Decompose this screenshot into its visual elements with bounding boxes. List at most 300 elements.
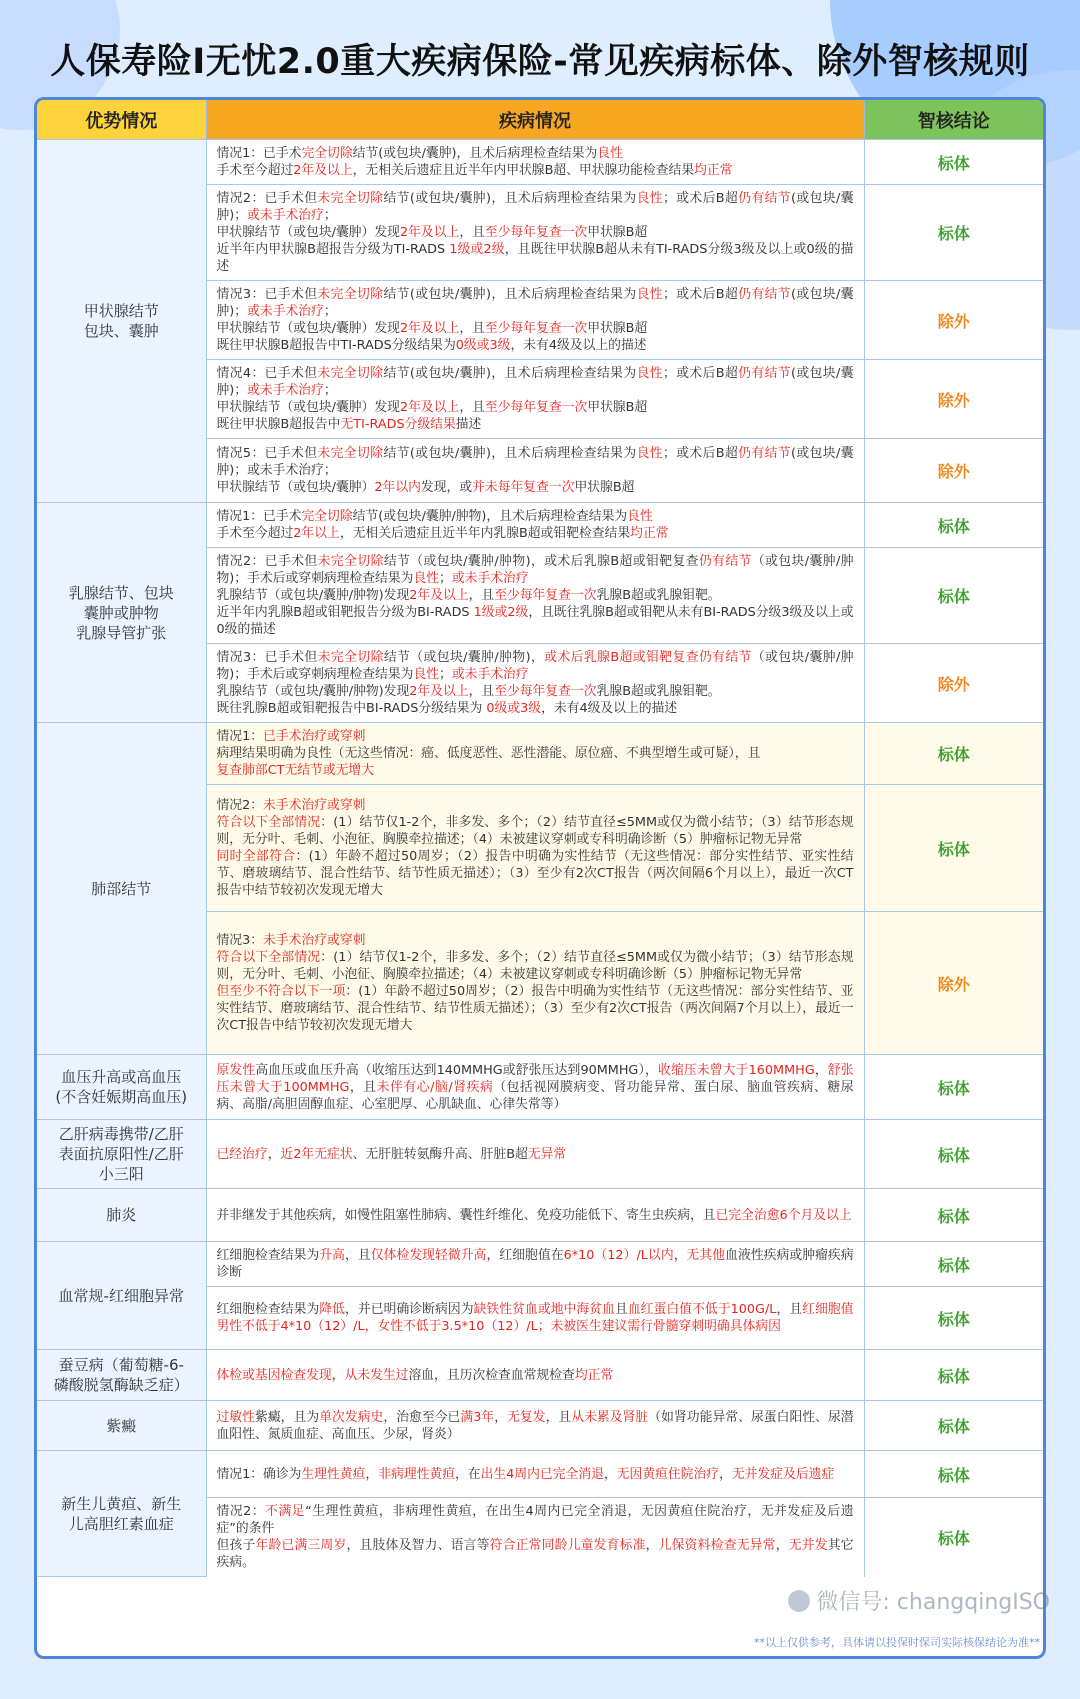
conclusion-standard: 标体 (864, 1120, 1043, 1189)
condition-line (217, 1367, 854, 1384)
table-row (37, 140, 1043, 185)
category-cell: 血常规-红细胞异常 (37, 1242, 206, 1350)
condition-text: 紫癜，且为 (255, 1409, 320, 1425)
table-row (37, 1401, 1043, 1451)
highlight-text: 仍有结节 (738, 287, 791, 302)
condition-line (217, 1466, 854, 1483)
table-row (37, 1451, 1043, 1498)
condition-text: 近半年内乳腺B超或钼靶报告分级为BI-RADS (216, 605, 474, 620)
highlight-text: 出生4周内已完全消退 (480, 1466, 604, 1482)
highlight-text: 并未每年复查一次 (472, 480, 575, 495)
condition-line (217, 649, 854, 683)
header-disease: 疾病情况 (206, 100, 864, 140)
condition-line (217, 1146, 854, 1163)
highlight-text: 或未手术治疗 (451, 667, 529, 682)
condition-text: 甲状腺B超 (587, 225, 648, 240)
condition-text: 高血压或血压升高（收缩压达到140MMHG或舒张压达到90MMHG）， (255, 1062, 658, 1078)
footnote: **以上仅供参考，具体请以投保时保司实际核保结论为准** (754, 1636, 1040, 1649)
condition-text: ，且既往乳腺B超或钼靶从未有BI-RADS分级3级及以上或0级的描述 (216, 605, 854, 637)
conclusion-standard: 标体 (864, 1451, 1043, 1498)
condition-text: ，且 (468, 684, 495, 699)
condition-text: ； (323, 383, 337, 398)
condition-text: (或包块/囊肿)；或未手术治疗； (216, 446, 854, 478)
highlight-text: 未手术治疗或穿刺 (263, 933, 366, 948)
condition-text: ，无相关后遗症且近半年内甲状腺B超、甲状腺功能检查结果 (352, 163, 695, 178)
category-cell: 乙肝病毒携带/乙肝 表面抗原阳性/乙肝 小三阳 (37, 1120, 206, 1189)
highlight-text: 血红蛋白值不低于100G/L (627, 1302, 777, 1317)
condition-text: 结节(或包块/囊肿)，且术后病理检查结果为 (383, 287, 637, 302)
condition-text: 红细胞检查结果为 (216, 1248, 320, 1263)
condition-text: 甲状腺B超 (574, 480, 635, 495)
condition-text: 既往乳腺B超或钼靶报告中BI-RADS分级结果为 (216, 701, 487, 716)
condition-text: ，未有4级及以上的描述 (541, 701, 678, 716)
highlight-text: 0级或3级 (455, 338, 511, 353)
condition-cell (206, 185, 864, 281)
condition-text: ，未有4级及以上的描述 (510, 338, 647, 353)
condition-text: ， (365, 1466, 379, 1482)
conclusion-standard: 标体 (864, 785, 1043, 912)
condition-line (217, 814, 854, 848)
condition-text: 情况3：已手术但 (216, 650, 318, 665)
condition-text: 甲状腺B超 (587, 321, 648, 336)
condition-line (217, 797, 854, 814)
highlight-text: 良性 (636, 446, 663, 461)
condition-line (217, 728, 854, 745)
watermark-text: 微信号: changqingISO (816, 1590, 1050, 1615)
condition-text: ，无相关后遗症且近半年内乳腺B超或钼靶检查结果 (339, 526, 631, 541)
condition-text: ；或术后B超 (663, 446, 739, 461)
condition-line (217, 587, 854, 604)
highlight-text: 未完全切除 (317, 650, 384, 665)
condition-text: 结节(或包块/囊肿)，且术后病理检查结果为 (383, 366, 637, 381)
highlight-text: 红细胞值男性不低于4*10（12）/L，女性不低于3.5*10（12）/L；未被医生建议需行骨髓穿刺明确具体病因 (216, 1302, 854, 1334)
condition-text: 情况1：已手术 (216, 146, 302, 161)
highlight-text: 符合以下全部情况 (216, 950, 321, 965)
condition-cell (206, 503, 864, 548)
highlight-text: 0级或3级 (486, 701, 542, 716)
header-advantage: 优势情况 (37, 100, 206, 140)
highlight-text: 仍有结节 (738, 366, 791, 381)
condition-text: (或包块/囊肿)； (216, 191, 854, 223)
highlight-text: 均正常 (574, 1367, 614, 1383)
condition-text: ， (719, 1466, 732, 1482)
condition-text: ，且肢体及智力、语言等 (346, 1538, 490, 1554)
category-cell: 蚕豆病（葡萄糖-6- 磷酸脱氢酶缺乏症） (37, 1350, 206, 1401)
condition-line (217, 1301, 854, 1335)
condition-text: 病理结果明确为良性（无这些情况：癌、低度恶性、恶性潜能、原位癌、不典型增生或可疑），且 (216, 746, 761, 761)
highlight-text: 2年以内 (374, 480, 421, 495)
highlight-text: 至少每年复查一次 (484, 321, 588, 336)
condition-line (217, 365, 854, 399)
highlight-text: 至少每年复查一次 (484, 225, 588, 240)
condition-text: 手术至今超过 (216, 163, 294, 178)
condition-cell (206, 912, 864, 1055)
highlight-text: 无异常 (527, 1146, 567, 1162)
condition-text: ； (323, 208, 337, 223)
rules-table (37, 100, 1043, 1577)
conclusion-standard: 标体 (864, 1055, 1043, 1120)
condition-cell (206, 1189, 864, 1242)
highlight-text: 或未手术治疗 (451, 571, 529, 586)
condition-cell (206, 644, 864, 723)
table-header-row (37, 100, 1043, 140)
condition-line (217, 320, 854, 337)
condition-line (217, 932, 854, 949)
condition-line (217, 1503, 854, 1537)
conclusion-standard: 标体 (864, 1350, 1043, 1401)
conclusion-exclusion: 除外 (864, 644, 1043, 723)
condition-text: 情况1：已手术 (216, 509, 302, 524)
category-cell: 乳腺结节、包块 囊肿或肿物 乳腺导管扩张 (37, 503, 206, 723)
highlight-text: 6*10（12）/L以内 (563, 1248, 674, 1263)
highlight-text: 近2年无症状 (280, 1146, 353, 1162)
highlight-text: 未完全切除 (317, 366, 384, 381)
condition-line (217, 983, 854, 1034)
highlight-text: 从未累及肾脏 (571, 1409, 649, 1425)
condition-text: ；或术后B超 (663, 287, 739, 302)
condition-text: ， (494, 1409, 508, 1425)
condition-text: 结节(或包块/囊肿/肿物)，且术后病理检查结果为 (352, 509, 628, 524)
highlight-text: 体检或基因检查发现 (216, 1367, 332, 1383)
condition-text: 血液性疾病或肿瘤疾病诊断 (216, 1248, 854, 1280)
highlight-text: 2年及以上 (399, 400, 460, 415)
category-cell: 新生儿黄疸、新生 儿高胆红素血症 (37, 1451, 206, 1577)
condition-text: ：(1）年龄不超过50周岁；（2）报告中明确为实性结节（无这些情况：部分实性结节、亚实性结节、磨玻璃结节、混合性结节、结节性质无描述）；（3）至少有2次CT报告（两次间隔7个月以上），最近一次CT报告中结节较初次发现无增大 (216, 984, 854, 1033)
highlight-text: 无因黄疸住院治疗 (616, 1466, 720, 1482)
condition-line (217, 683, 854, 700)
highlight-text: 2年及以上 (409, 588, 469, 603)
highlight-text: 仅体检发现轻微升高 (370, 1248, 487, 1263)
condition-cell (206, 360, 864, 439)
highlight-text: 儿保资料检查无异常 (658, 1538, 776, 1554)
condition-cell (206, 1498, 864, 1577)
condition-text: ，且 (545, 1409, 572, 1425)
highlight-text: 已经治疗 (216, 1146, 268, 1162)
highlight-text: 2年及以上 (399, 225, 460, 240)
highlight-text: 无TI-RADS分级结果 (340, 417, 456, 432)
category-cell: 甲状腺结节 包块、囊肿 (37, 140, 206, 503)
category-cell: 血压升高或高血压 (不含妊娠期高血压) (37, 1055, 206, 1120)
highlight-text: 良性 (597, 146, 623, 161)
condition-text: 情况1： (216, 729, 264, 744)
condition-text: ， (645, 1538, 659, 1554)
condition-text: ， (267, 1146, 281, 1162)
condition-text: 结节(或包块/囊肿)，且术后病理检查结果为 (383, 191, 637, 206)
condition-text: 、无肝脏转氨酶升高、肝脏B超 (352, 1146, 528, 1162)
condition-text: 溶血，且历次检查血常规检查 (408, 1367, 575, 1383)
conclusion-exclusion: 除外 (864, 360, 1043, 439)
table-row (37, 1189, 1043, 1242)
condition-cell (206, 723, 864, 785)
table-row (37, 723, 1043, 785)
conclusion-standard: 标体 (864, 1401, 1043, 1451)
highlight-text: 仍有结节 (738, 446, 791, 461)
condition-line (217, 508, 854, 525)
highlight-text: 至少每年复查一次 (494, 684, 597, 699)
highlight-text: 良性 (627, 509, 653, 524)
condition-line (217, 162, 854, 179)
condition-text: 且 (614, 1302, 628, 1317)
condition-cell (206, 1401, 864, 1451)
condition-line (217, 416, 854, 433)
highlight-text: 或未手术治疗 (247, 383, 324, 398)
condition-text: ；或术后B超 (663, 366, 739, 381)
highlight-text: 未完全切除 (317, 446, 384, 461)
highlight-text: 完全切除 (301, 146, 353, 161)
table-row (37, 1120, 1043, 1189)
condition-text: ， (603, 1466, 617, 1482)
condition-text: (或包块/囊肿)； (216, 287, 854, 319)
condition-text: ；或术后B超 (663, 191, 739, 206)
highlight-text: 同时全部符合 (216, 849, 296, 864)
condition-line (217, 241, 854, 275)
highlight-text: 1级或2级 (473, 605, 529, 620)
highlight-text: 缺铁性贫血或地中海贫血 (473, 1302, 615, 1317)
rules-body (37, 140, 1043, 1577)
highlight-text: 未完全切除 (317, 554, 384, 569)
condition-line (217, 286, 854, 320)
highlight-text: 或未手术治疗 (247, 304, 324, 319)
conclusion-exclusion: 除外 (864, 912, 1043, 1055)
condition-line (217, 762, 854, 779)
conclusion-standard: 标体 (864, 185, 1043, 281)
condition-text: 情况5：已手术但 (216, 446, 318, 461)
condition-text: 甲状腺结节（或包块/囊肿）发现 (216, 400, 400, 415)
highlight-text: 至少每年复查一次 (484, 400, 588, 415)
condition-text: ，且 (459, 321, 485, 336)
condition-line (217, 1062, 854, 1113)
condition-cell (206, 1451, 864, 1498)
condition-line (217, 1537, 854, 1571)
highlight-text: 仍有结节 (698, 554, 752, 569)
condition-cell (206, 1350, 864, 1401)
condition-text: ，并已明确诊断病因为 (345, 1302, 474, 1317)
condition-text: ，治愈至今已 (383, 1409, 461, 1425)
highlight-text: 舒张压未曾大于100MMHG (216, 1062, 854, 1095)
condition-text: ， (331, 1367, 345, 1383)
highlight-text: 单次发病史 (319, 1409, 384, 1425)
condition-line (217, 337, 854, 354)
condition-cell (206, 1120, 864, 1189)
table-row (37, 503, 1043, 548)
condition-text: ，且 (459, 400, 485, 415)
condition-text: 并非继发于其他疾病，如慢性阻塞性肺病、囊性纤维化、免疫功能低下、寄生虫疾病，且 (216, 1207, 716, 1223)
highlight-text: 过敏性 (216, 1409, 256, 1425)
conclusion-standard: 标体 (864, 723, 1043, 785)
condition-text: ，在 (455, 1466, 481, 1482)
condition-text: 结节（或包块/囊肿/肿物)， (383, 650, 545, 665)
conclusion-standard: 标体 (864, 1498, 1043, 1577)
condition-line (217, 949, 854, 983)
condition-text: ：(1）结节仅1-2个，非多发、多个；（2）结节直径≤5MM或仅为微小结节；（3）结节形态规则，无分叶、毛刺、小泡征、胸膜牵拉描述；（4）未被建议穿刺或专科明确诊断（5）肿瘤标记物无异常 (216, 950, 854, 982)
condition-text: 甲状腺结节（或包块/囊肿）发现 (216, 225, 400, 240)
highlight-text: 2年以上 (293, 526, 340, 541)
condition-text: 乳腺结节（或包块/囊肿/肿物)发现 (216, 588, 410, 603)
condition-text: 结节（或包块/囊肿/肿物)，或术后乳腺B超或钼靶复查 (383, 554, 699, 569)
condition-cell (206, 281, 864, 360)
condition-text: 既往甲状腺B超报告中TI-RADS分级结果为 (216, 338, 456, 353)
condition-text: ，且 (468, 588, 495, 603)
condition-text: ，且既往甲状腺B超从未有TI-RADS分级3级及以上或0级的描述 (216, 242, 854, 274)
condition-text: 乳腺B超或乳腺钼靶。 (596, 684, 721, 699)
highlight-text: 良性 (413, 571, 440, 586)
condition-text: 乳腺B超或乳腺钼靶。 (596, 588, 721, 603)
category-cell: 紫癜 (37, 1401, 206, 1451)
highlight-text: 2年及以上 (409, 684, 469, 699)
wechat-icon (788, 1590, 810, 1612)
highlight-text: 原发性 (216, 1062, 256, 1078)
condition-text: 描述 (455, 417, 482, 432)
condition-text: 结节(或包块/囊肿)，且术后病理检查结果为 (383, 446, 637, 461)
rules-table-card (34, 97, 1046, 1659)
conclusion-standard: 标体 (864, 503, 1043, 548)
condition-line (217, 745, 854, 762)
conclusion-exclusion: 除外 (864, 281, 1043, 360)
condition-text: ， (775, 1538, 789, 1554)
condition-text: 既往甲状腺B超报告中 (216, 417, 341, 432)
category-cell: 肺部结节 (37, 723, 206, 1055)
condition-cell (206, 785, 864, 912)
condition-text: ：(1）年龄不超过50周岁；（2）报告中明确为实性结节（无这些情况：部分实性结节、亚实性结节、磨玻璃结节、混合性结节、结节性质无描述）；（3）至少有2次CT报告（两次间隔6个月以上），最近一次CT报告中结节较初次发现无增大 (216, 849, 854, 898)
condition-line (217, 190, 854, 224)
highlight-text: 良性 (636, 287, 663, 302)
condition-text: 情况2： (216, 1504, 266, 1520)
conclusion-standard: 标体 (864, 1189, 1043, 1242)
highlight-text: 降低 (319, 1302, 346, 1317)
condition-text: 情况2： (216, 798, 264, 813)
condition-line (217, 525, 854, 542)
highlight-text: 已手术治疗或穿刺 (263, 729, 366, 744)
highlight-text: 完全切除 (301, 509, 353, 524)
condition-text: 发现，或 (420, 480, 473, 495)
highlight-text: 已完全治愈6个月及以上 (715, 1207, 852, 1223)
highlight-text: 从未发生过 (344, 1367, 409, 1383)
condition-text: 其它疾病。 (216, 1538, 854, 1571)
condition-text: （如肾功能异常、尿蛋白阳性、尿潜血阳性、氮质血症、高血压、少尿，肾炎） (216, 1409, 854, 1442)
highlight-text: 仍有结节 (738, 191, 791, 206)
highlight-text: 或术后乳腺B超或钼靶复查 (544, 650, 699, 665)
highlight-text: 良性 (636, 366, 663, 381)
condition-cell (206, 1287, 864, 1350)
highlight-text: 升高 (319, 1248, 346, 1263)
condition-text: (或包块/囊肿)； (216, 366, 854, 398)
highlight-text: 未完全切除 (317, 287, 384, 302)
highlight-text: 无并发 (788, 1538, 828, 1554)
table-row (37, 1242, 1043, 1287)
condition-line (217, 445, 854, 479)
highlight-text: 仍有结节 (698, 650, 752, 665)
highlight-text: 2年及以上 (293, 163, 353, 178)
condition-text: 近半年内甲状腺B超报告分级为TI-RADS (216, 242, 450, 257)
condition-text: （或包块/囊肿/肿物)；手术后或穿刺病理检查结果为 (216, 554, 854, 586)
conclusion-standard: 标体 (864, 1242, 1043, 1287)
condition-text: ； (439, 571, 452, 586)
highlight-text: 符合以下全部情况 (216, 815, 321, 830)
condition-text: 情况3： (216, 933, 264, 948)
condition-text: 情况3：已手术但 (216, 287, 318, 302)
conclusion-standard: 标体 (864, 1287, 1043, 1350)
condition-text: 情况2：已手术但 (216, 554, 318, 569)
condition-line (217, 399, 854, 416)
highlight-text: 2年及以上 (399, 321, 460, 336)
table-row (37, 1350, 1043, 1401)
condition-text: 乳腺结节（或包块/囊肿/肿物)发现 (216, 684, 410, 699)
condition-text: ， (814, 1062, 828, 1078)
condition-text: 情况2：已手术但 (216, 191, 318, 206)
highlight-text: 良性 (636, 191, 663, 206)
condition-text: 甲状腺B超 (587, 400, 648, 415)
condition-text: ； (439, 667, 452, 682)
condition-cell (206, 140, 864, 185)
page-title: 人保寿险I无忧2.0重大疾病保险-常见疾病标体、除外智核规则 (50, 42, 1030, 82)
highlight-text: 或未手术治疗 (247, 208, 324, 223)
condition-cell (206, 1242, 864, 1287)
condition-line (217, 848, 854, 899)
highlight-text: 无其他 (686, 1248, 726, 1263)
condition-line (217, 1409, 854, 1443)
condition-text: 情况4：已手术但 (216, 366, 318, 381)
condition-cell (206, 1055, 864, 1120)
highlight-text: 满3年 (460, 1409, 495, 1425)
highlight-text: 均正常 (694, 163, 733, 178)
condition-line (217, 700, 854, 717)
condition-text: ，且 (776, 1302, 803, 1317)
highlight-text: 年龄已满三周岁 (255, 1538, 347, 1554)
highlight-text: 未伴有心/脑/肾疾病 (376, 1079, 494, 1095)
condition-text: ：(1）结节仅1-2个，非多发、多个；（2）结节直径≤5MM或仅为微小结节；（3）结节形态规则，无分叶、毛刺、小泡征、胸膜牵拉描述；（4）未被建议穿刺或专科明确诊断（5）肿瘤标记物无异常 (216, 815, 854, 847)
condition-text: ； (323, 304, 337, 319)
highlight-text: 未完全切除 (317, 191, 384, 206)
condition-text: 但孩子 (216, 1538, 256, 1554)
highlight-text: 1级或2级 (449, 242, 505, 257)
highlight-text: 无复发 (507, 1409, 546, 1425)
highlight-text: 复查肺部CT无结节或无增大 (216, 763, 375, 778)
category-cell: 肺炎 (37, 1189, 206, 1242)
condition-text: 结节(或包块/囊肿)，且术后病理检查结果为 (352, 146, 598, 161)
condition-text: ，且 (349, 1079, 377, 1095)
highlight-text: 但至少不符合以下一项 (216, 984, 346, 999)
condition-text: （包括视网膜病变、肾功能异常、蛋白尿、脑血管疾病、糖尿病、高脂/高胆固醇血症、心室肥厚、心肌缺血、心律失常等） (216, 1079, 854, 1112)
condition-text: ，且 (459, 225, 485, 240)
highlight-text: 未手术治疗或穿刺 (263, 798, 366, 813)
condition-line (217, 479, 854, 496)
header-conclusion: 智核结论 (864, 100, 1043, 140)
conclusion-standard: 标体 (864, 140, 1043, 185)
watermark (788, 1585, 1050, 1616)
highlight-text: 符合正常同龄儿童发育标准 (489, 1538, 646, 1554)
highlight-text: 均正常 (630, 526, 669, 541)
condition-text: ， (673, 1248, 687, 1263)
highlight-text: 不满足 (265, 1504, 306, 1520)
condition-text: 红细胞检查结果为 (216, 1302, 320, 1317)
condition-text: ，且 (345, 1248, 371, 1263)
condition-line (217, 224, 854, 241)
condition-line (217, 1247, 854, 1281)
condition-text: ，红细胞值在 (486, 1248, 564, 1263)
table-row (37, 1055, 1043, 1120)
condition-line (217, 553, 854, 587)
condition-line (217, 145, 854, 162)
condition-cell (206, 548, 864, 644)
highlight-text: 非病理性黄疸 (378, 1466, 455, 1482)
conclusion-standard: 标体 (864, 548, 1043, 644)
condition-cell (206, 439, 864, 503)
highlight-text: 无并发症及后遗症 (731, 1466, 835, 1482)
condition-line (217, 604, 854, 638)
highlight-text: 收缩压未曾大于160MMHG (658, 1062, 815, 1078)
condition-text: （或包块/囊肿/肿物)；手术后或穿刺病理检查结果为 (216, 650, 854, 682)
condition-line (217, 1207, 854, 1224)
